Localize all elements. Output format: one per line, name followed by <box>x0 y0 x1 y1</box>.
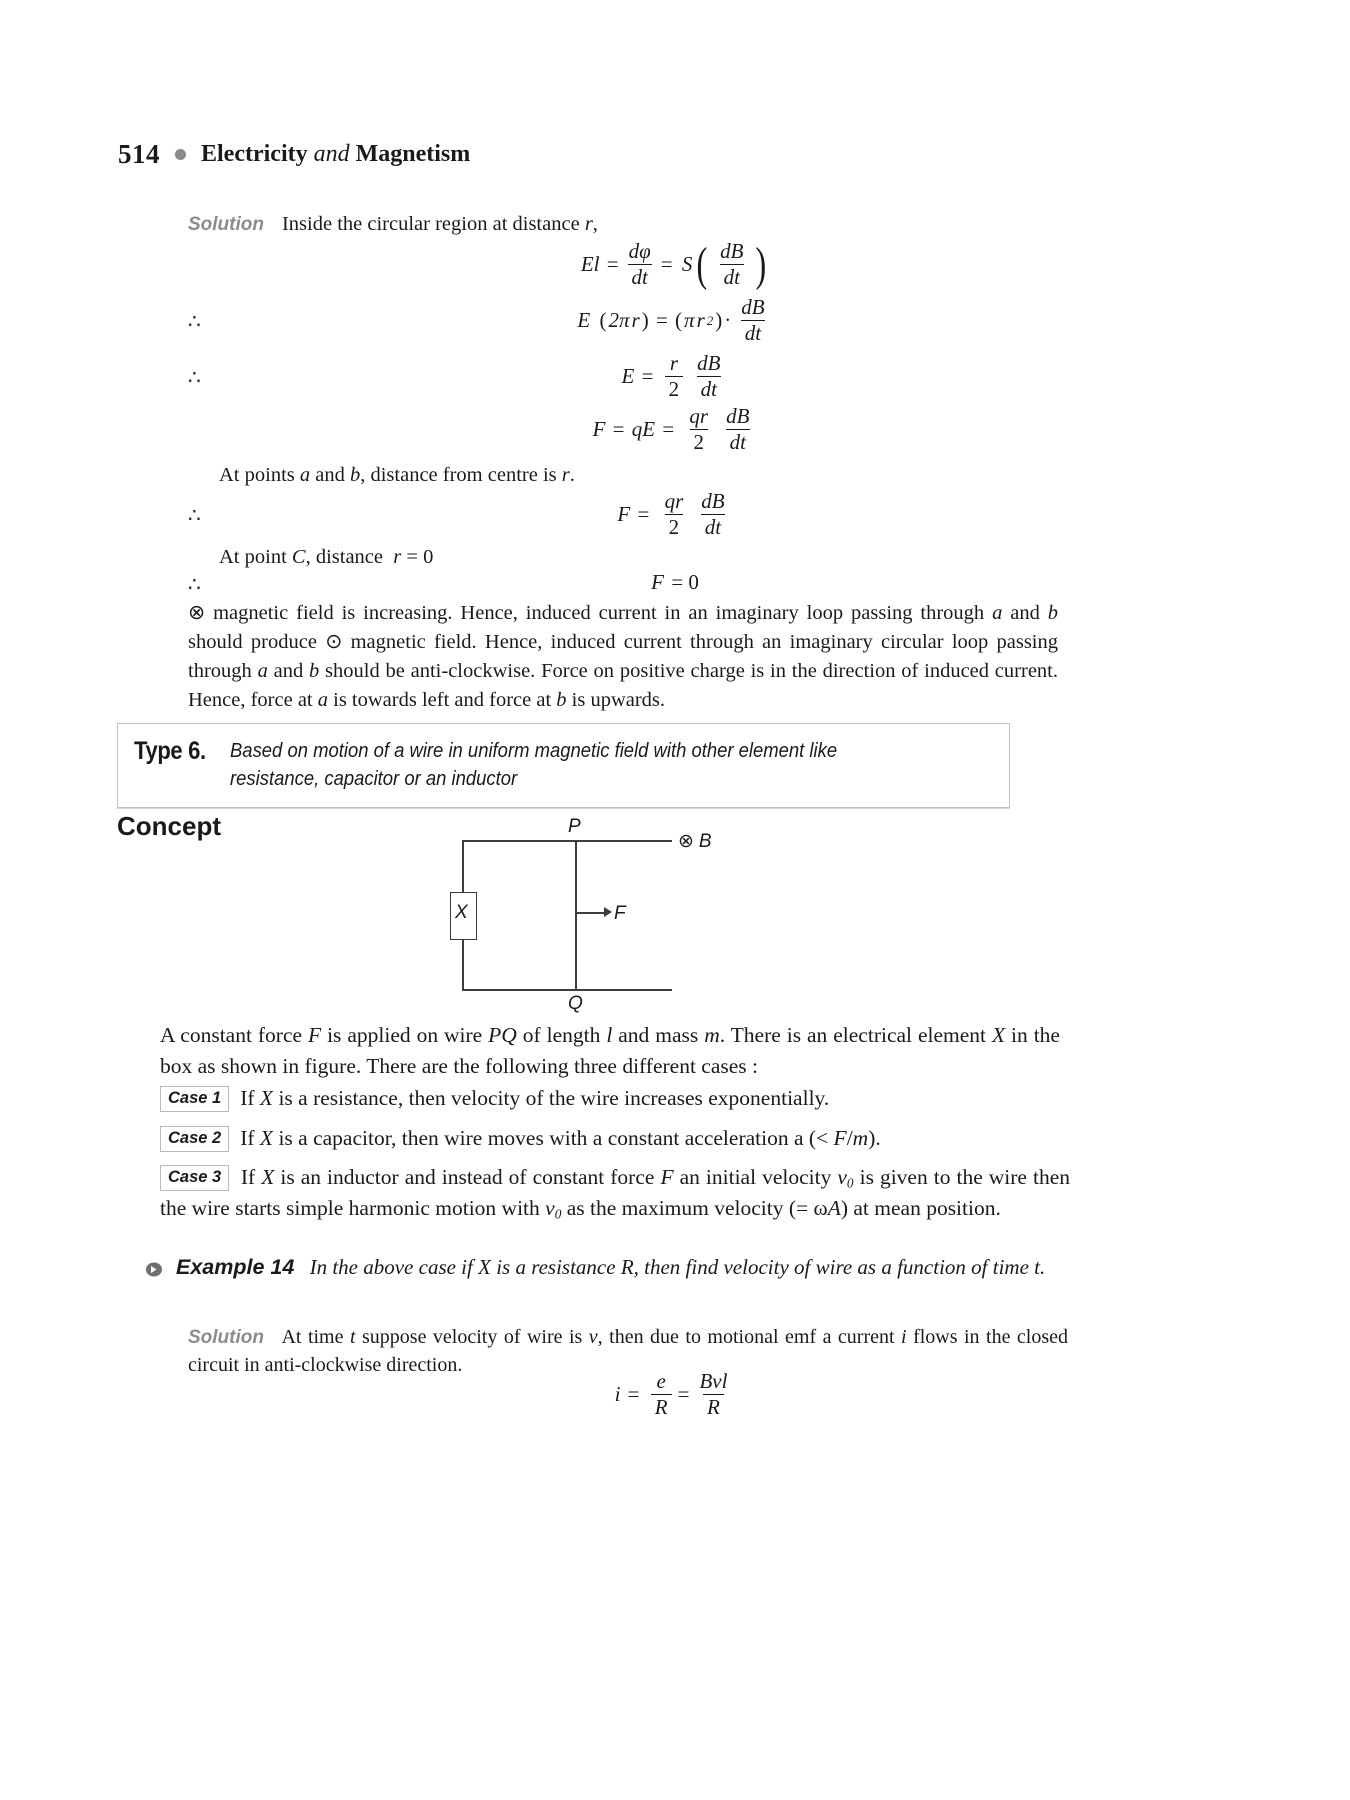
example-equation: i = $\frac{e}{R}$ = $\frac{\text{Bvl}}{R}$ <box>614 1369 728 1419</box>
dot-field-symbol: ⊙ <box>325 631 343 654</box>
force-arrow-shaft <box>575 912 607 914</box>
page-title-italic: and <box>313 141 350 167</box>
diagram-left-wire-upper <box>462 840 464 892</box>
concept-heading: Concept <box>117 811 221 841</box>
diagram-label-p: P <box>568 816 581 837</box>
example-heading <box>176 1255 1076 1280</box>
solution-intro-text: Inside the circular region at distance r, <box>281 213 598 235</box>
diagram-wire-pq <box>575 840 577 990</box>
case-1-tag: Case 1 <box>160 1086 229 1112</box>
equation-5: F = $\frac{qr}{2}$ $\frac{dB}{dt}$ <box>617 489 725 539</box>
example-label: Example 14 <box>176 1255 295 1279</box>
case-1-text: If X is a resistance, then velocity of the wire increases exponentially. <box>240 1086 830 1110</box>
case-1-row <box>160 1083 1070 1114</box>
page-number: 514 <box>118 139 160 169</box>
case-3-text: If X is an inductor and instead of constant force F an initial velocity $v_0$ is given to the wire then the wire starts simple harmonic motion with $v_0$ as the maximum velocity (= ωA) at mean position. <box>160 1165 1070 1222</box>
diagram-label-x: X <box>455 902 468 923</box>
diagram-left-wire-lower <box>462 938 464 990</box>
cross-field-symbol: ⊗ <box>188 602 206 624</box>
diagram-top-wire <box>462 840 672 842</box>
diagram-bottom-wire <box>462 989 672 991</box>
type-callout-box <box>117 723 1010 808</box>
bullet-dot-icon <box>175 149 186 160</box>
concept-paragraph: A constant force F is applied on wire PQ of length l and mass m. There is an electrical element X in the box as shown in figure. There are the following three different cases : <box>160 1023 1060 1079</box>
case-2-row <box>160 1123 1070 1154</box>
equation-1: El = $\frac{d\varphi}{dt}$ = S ( $\frac{dB}{dt}$ ) <box>580 238 767 291</box>
solution-paragraph: ⊗ magnetic field is increasing. Hence, induced current in an imaginary loop passing through a and b should produce ⊙ magnetic field. Hence, induced current through an imaginary circular loop passing through a and b should be anti-clockwise. Force on positive charge is in the direction of induced current. Hence, force at a is towards left and force at b is upwards. <box>188 602 1059 712</box>
diagram-label-f: F <box>614 903 626 924</box>
arrow-right-icon <box>604 907 612 917</box>
circuit-diagram <box>420 816 760 1014</box>
therefore-symbol-2: ∴ <box>188 367 201 389</box>
diagram-label-q: Q <box>568 993 583 1014</box>
page-title-part2: Magnetism <box>349 141 471 167</box>
page-header <box>118 139 470 170</box>
solution-label: Solution <box>188 214 264 235</box>
case-3-row <box>160 1162 1070 1224</box>
type-number-label: Type 6. <box>134 737 206 765</box>
line-points-ab: At points a and b, distance from centre is r. <box>219 464 575 486</box>
cross-circle-icon: ⊗ <box>678 831 694 852</box>
therefore-symbol-4: ∴ <box>188 574 201 596</box>
line-point-c: At point C, distance r = 0 <box>219 546 434 568</box>
example-statement: In the above case if X is a resistance R, then find velocity of wire as a function of time t. <box>309 1255 1046 1279</box>
page-title-part1: Electricity <box>201 141 314 167</box>
case-3-tag: Case 3 <box>160 1165 229 1191</box>
example-solution-text: At time t suppose velocity of wire is v, then due to motional emf a current i flows in the closed circuit in anti-clockwise direction. <box>188 1326 1069 1377</box>
example-solution-label: Solution <box>188 1327 264 1348</box>
case-2-tag: Case 2 <box>160 1126 229 1152</box>
equation-2: E ( 2π r ) = ( π r 2 ) · $\frac{dB}{dt}$ <box>577 295 765 345</box>
solution-intro-line <box>188 210 598 239</box>
therefore-symbol-1: ∴ <box>188 311 201 333</box>
bullet-arrow-icon <box>146 1262 163 1277</box>
equation-3: E = $\frac{r}{2}$ $\frac{dB}{dt}$ <box>621 351 721 401</box>
equation-6: F = 0 <box>651 570 699 594</box>
diagram-b-field-label <box>678 830 712 853</box>
diagram-label-b: B <box>698 830 712 852</box>
therefore-symbol-3: ∴ <box>188 505 201 527</box>
page-title <box>201 141 470 168</box>
case-2-text: If X is a capacitor, then wire moves with a constant acceleration a (< F/m). <box>240 1126 881 1150</box>
type-description: Based on motion of a wire in uniform magnetic field with other element like resistance, capacitor or an inductor <box>229 739 837 790</box>
equation-4: F = qE = $\frac{qr}{2}$ $\frac{dB}{dt}$ <box>592 404 750 454</box>
